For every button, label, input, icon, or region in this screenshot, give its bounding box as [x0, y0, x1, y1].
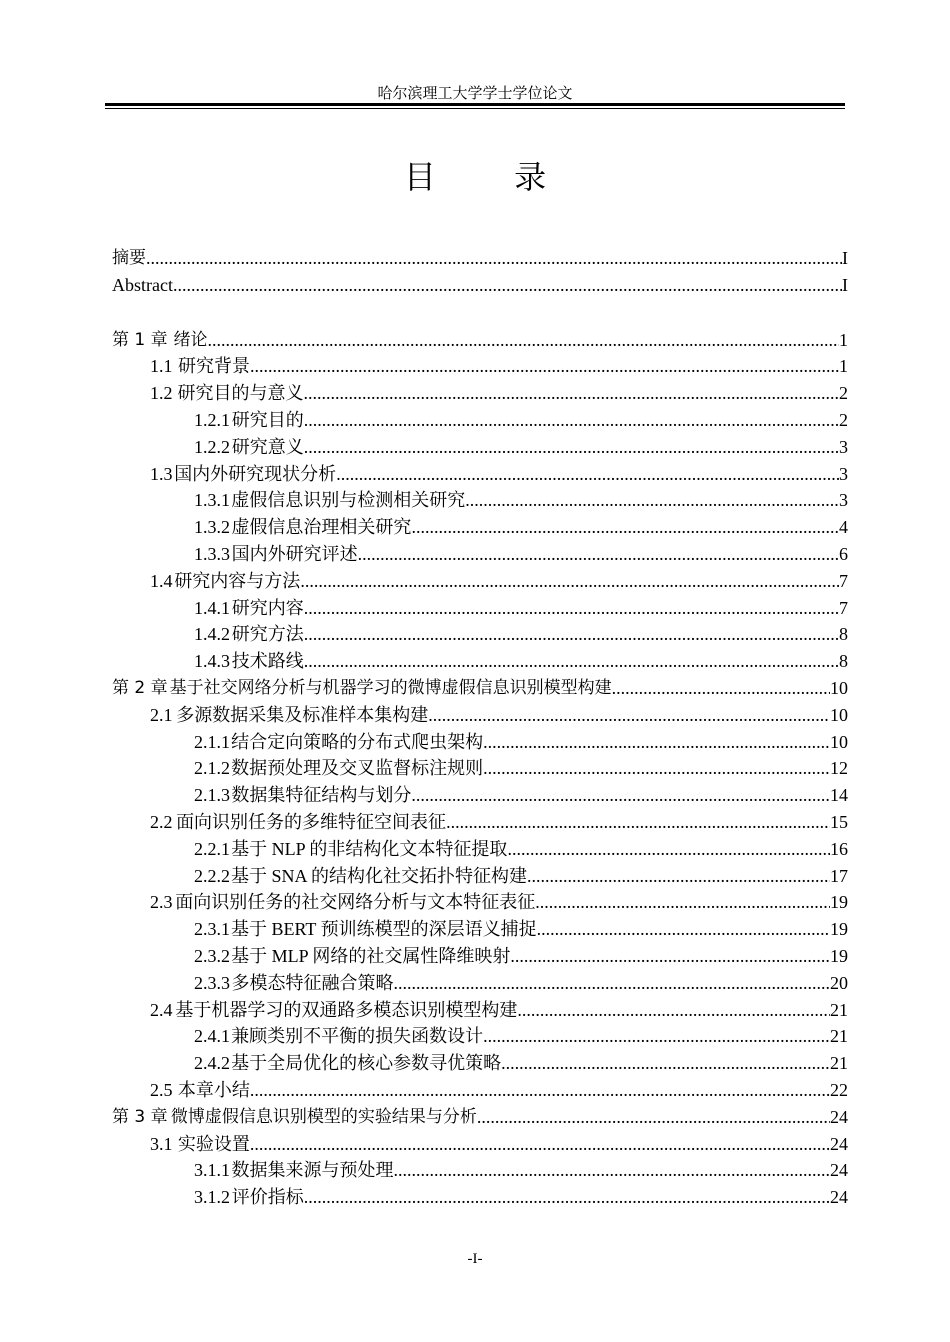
toc-entry-number: 3.1.2 [194, 1187, 230, 1208]
toc-entry-label: 基于 SNA 的结构化社交拓扑特征构建 [231, 865, 528, 886]
toc-entry-page: I [842, 248, 848, 268]
dot-leader [510, 943, 830, 970]
toc-entry-page: 17 [830, 865, 848, 886]
toc-entry-number: 1.3 [150, 463, 173, 484]
toc-entry-number: 2.2 [150, 811, 173, 832]
toc-entry-number: 2.1 [150, 704, 173, 725]
toc-entry-page: 24 [830, 1133, 848, 1154]
toc-entry-page: 22 [830, 1079, 848, 1100]
toc-entry-label: 数据集来源与预处理 [231, 1160, 394, 1181]
toc-entry[interactable] [112, 487, 848, 514]
toc-entry-number: 2.1.1 [194, 731, 230, 752]
toc-entry-page: 24 [830, 1160, 848, 1181]
toc-entry[interactable] [112, 836, 848, 863]
toc-entry-number: 2.3 [150, 892, 173, 913]
toc-entry[interactable] [112, 407, 848, 434]
toc-entry-label: 本章小结 [177, 1079, 250, 1100]
toc-entry-number: 1.4.1 [194, 597, 230, 618]
dot-leader [358, 541, 839, 568]
toc-entry-label: 数据集特征结构与划分 [231, 785, 412, 806]
dot-leader [411, 782, 830, 809]
dot-leader [304, 434, 839, 461]
toc-entry[interactable] [112, 568, 848, 595]
dot-leader [465, 487, 839, 514]
toc-entry-label: 研究目的与意义 [177, 383, 304, 404]
toc-entry[interactable] [112, 514, 848, 541]
toc-entry-page: 16 [830, 838, 848, 859]
toc-entry-number: 2.1.2 [194, 758, 230, 779]
toc-entry-page: 20 [830, 972, 848, 993]
toc-entry-label: 基于 MLP 网络的社交属性降维映射 [231, 945, 511, 966]
dot-leader [393, 1157, 830, 1184]
toc-entry-page: I [842, 274, 848, 295]
toc-entry-page: 3 [839, 490, 848, 511]
header-rule-thin [105, 108, 845, 109]
toc-entry[interactable] [112, 461, 848, 488]
dot-leader [304, 648, 839, 675]
toc-entry[interactable] [112, 809, 848, 836]
toc-entry-number: 1.4.2 [194, 624, 230, 645]
dot-leader [612, 675, 830, 702]
dot-leader [501, 1050, 830, 1077]
toc-entry[interactable] [112, 782, 848, 809]
toc-entry[interactable] [112, 327, 848, 354]
toc-entry-page: 2 [839, 383, 848, 404]
toc-entry-number: 第 3 章 [112, 1106, 168, 1127]
toc-entry[interactable] [112, 729, 848, 756]
toc-entry-page: 10 [830, 704, 848, 725]
toc-entry-number: 2.1.3 [194, 785, 230, 806]
toc-entry[interactable] [112, 970, 848, 997]
page-number: -I- [467, 1251, 483, 1267]
toc-entry-page: 2 [839, 409, 848, 430]
toc-entry-label: 微博虚假信息识别模型的实验结果与分析 [170, 1106, 477, 1127]
toc-entry-page: 1 [839, 329, 848, 350]
toc-entry[interactable] [112, 621, 848, 648]
toc-entry-number: 1.3.1 [194, 490, 230, 511]
toc-entry-label: 研究内容与方法 [174, 570, 301, 591]
toc-entry-label: 研究方法 [231, 624, 304, 645]
dot-leader [537, 916, 830, 943]
dot-leader [336, 461, 839, 488]
dot-leader [483, 755, 830, 782]
toc-entry-label: 国内外研究评述 [231, 543, 358, 564]
toc-entry[interactable] [112, 702, 848, 729]
toc-entry-page: 19 [830, 892, 848, 913]
toc-entry-number: 3.1 [150, 1133, 173, 1154]
toc-entry-number: 2.4.2 [194, 1053, 230, 1074]
toc-entry-label: 摘要 [112, 248, 146, 268]
dot-leader [250, 353, 839, 380]
toc-entry-number: 2.4 [150, 999, 173, 1020]
toc-entry-label: 技术路线 [231, 651, 304, 672]
toc-entry-number: 2.4.1 [194, 1026, 230, 1047]
toc-entry[interactable] [112, 1104, 848, 1131]
toc-entry[interactable] [112, 353, 848, 380]
toc-entry[interactable] [112, 595, 848, 622]
dot-leader [535, 889, 830, 916]
dot-leader [517, 997, 830, 1024]
toc-entry[interactable] [112, 675, 848, 702]
toc-entry-number: 1.3.2 [194, 517, 230, 538]
toc-entry[interactable] [112, 889, 848, 916]
dot-leader [393, 970, 830, 997]
toc-entry-page: 4 [839, 517, 848, 538]
toc-entry[interactable] [112, 541, 848, 568]
toc-entry-number: 1.4.3 [194, 651, 230, 672]
toc-entry-page: 24 [830, 1187, 848, 1208]
toc-entry[interactable] [112, 1050, 848, 1077]
toc-entry-label: 多源数据采集及标准样本集构建 [176, 704, 429, 725]
toc-entry-page: 21 [830, 1053, 848, 1074]
toc-entry-label: 面向识别任务的多维特征空间表征 [176, 811, 447, 832]
toc-entry-label: 研究内容 [231, 597, 304, 618]
toc-entry-label: 实验设置 [177, 1133, 250, 1154]
toc-entry[interactable] [112, 1184, 848, 1211]
toc-entry-number: 第 2 章 [112, 677, 168, 698]
toc-entry-label: 虚假信息治理相关研究 [231, 517, 412, 538]
toc-entry-page: 1 [839, 356, 848, 377]
toc-entry-page: 7 [839, 570, 848, 591]
toc-entry[interactable] [112, 1157, 848, 1184]
dot-leader [250, 1077, 830, 1104]
dot-leader [527, 863, 830, 890]
dot-leader [477, 1104, 830, 1131]
toc-entry[interactable] [112, 863, 848, 890]
toc-entry-number: 1.2.1 [194, 409, 230, 430]
toc-entry-label: 研究目的 [231, 409, 304, 430]
toc-entry-label: 基于 BERT 预训练模型的深层语义捕捉 [230, 919, 537, 940]
toc-entry-page: 10 [830, 677, 848, 698]
dot-leader [411, 514, 839, 541]
toc-entry-label: 绪论 [173, 329, 208, 350]
toc-entry-label: 基于 NLP 的非结构化文本特征提取 [231, 838, 508, 859]
toc-entry-page: 14 [830, 785, 848, 806]
dot-leader [507, 836, 830, 863]
dot-leader [304, 407, 839, 434]
dot-leader [483, 729, 830, 756]
toc-entry-page: 15 [830, 811, 848, 832]
toc-entry-page: 6 [839, 543, 848, 564]
toc-entry-label: Abstract [112, 274, 173, 295]
toc-entry-number: 1.1 [150, 356, 173, 377]
toc-entry[interactable] [112, 380, 848, 407]
toc-entry-label: 研究意义 [231, 436, 304, 457]
toc-entry[interactable] [112, 1131, 848, 1158]
toc-entry-label: 基于机器学习的双通路多模态识别模型构建 [175, 999, 518, 1020]
toc-entry-number: 第 1 章 [112, 329, 168, 350]
dot-leader [303, 380, 839, 407]
toc-entry-number: 2.2.1 [194, 838, 230, 859]
toc-entry[interactable] [112, 245, 848, 272]
toc-entry-label: 虚假信息识别与检测相关研究 [231, 490, 466, 511]
toc-entry-page: 10 [830, 731, 848, 752]
toc-entry-page: 24 [830, 1106, 848, 1127]
toc-entry[interactable] [112, 916, 848, 943]
toc-entry-page: 3 [839, 436, 848, 457]
toc-entry-number: 1.4 [150, 570, 173, 591]
toc-entry[interactable] [112, 1023, 848, 1050]
toc-entry-label: 评价指标 [231, 1187, 304, 1208]
toc-entry-number: 1.2.2 [194, 436, 230, 457]
toc-entry-label: 数据预处理及交叉监督标注规则 [231, 758, 484, 779]
toc-entry[interactable] [112, 648, 848, 675]
toc-entry[interactable] [112, 997, 848, 1024]
toc-entry-label: 基于全局优化的核心参数寻优策略 [231, 1053, 502, 1074]
toc-entry-number: 1.3.3 [194, 543, 230, 564]
dot-leader [304, 1184, 830, 1211]
toc-entry-label: 面向识别任务的社交网络分析与文本特征表征 [175, 892, 536, 913]
toc-entry-label: 多模态特征融合策略 [231, 972, 394, 993]
table-of-contents [112, 245, 848, 1211]
toc-entry-number: 1.2 [150, 383, 173, 404]
toc-entry-page: 19 [830, 945, 848, 966]
toc-entry-page: 3 [839, 463, 848, 484]
toc-entry-label: 国内外研究现状分析 [174, 463, 337, 484]
dot-leader [250, 1131, 830, 1158]
toc-entry[interactable] [112, 1077, 848, 1104]
toc-entry[interactable] [112, 755, 848, 782]
toc-entry-number: 2.3.3 [194, 972, 230, 993]
toc-entry-number: 2.3.1 [194, 919, 230, 940]
dot-leader [207, 327, 839, 354]
toc-entry-label: 结合定向策略的分布式爬虫架构 [231, 731, 484, 752]
toc-entry-number: 2.5 [150, 1079, 173, 1100]
dot-leader [446, 809, 830, 836]
dot-leader [304, 621, 839, 648]
dot-leader [146, 245, 842, 272]
toc-entry-label: 兼顾类别不平衡的损失函数设计 [231, 1026, 484, 1047]
toc-entry[interactable] [112, 943, 848, 970]
toc-entry-label: 研究背景 [177, 356, 250, 377]
toc-entry-number: 3.1.1 [194, 1160, 230, 1181]
toc-entry-label: 基于社交网络分析与机器学习的微博虚假信息识别模型构建 [169, 677, 612, 698]
toc-entry-number: 2.2.2 [194, 865, 230, 886]
toc-entry-page: 7 [839, 597, 848, 618]
dot-leader [483, 1023, 830, 1050]
toc-entry-page: 8 [839, 624, 848, 645]
toc-entry-page: 21 [830, 999, 848, 1020]
toc-entry-page: 12 [830, 758, 848, 779]
toc-entry[interactable] [112, 434, 848, 461]
dot-leader [173, 272, 842, 299]
dot-leader [304, 595, 839, 622]
toc-entry-page: 21 [830, 1026, 848, 1047]
toc-entry[interactable] [112, 272, 848, 299]
toc-entry-page: 8 [839, 651, 848, 672]
dot-leader [428, 702, 830, 729]
running-header: 哈尔滨理工大学学士学位论文 [377, 86, 573, 102]
header-rule-thick [105, 103, 845, 106]
toc-entry-page: 19 [830, 919, 848, 940]
dot-leader [300, 568, 839, 595]
page-title: 目 录 [403, 158, 581, 196]
toc-entry-number: 2.3.2 [194, 945, 230, 966]
